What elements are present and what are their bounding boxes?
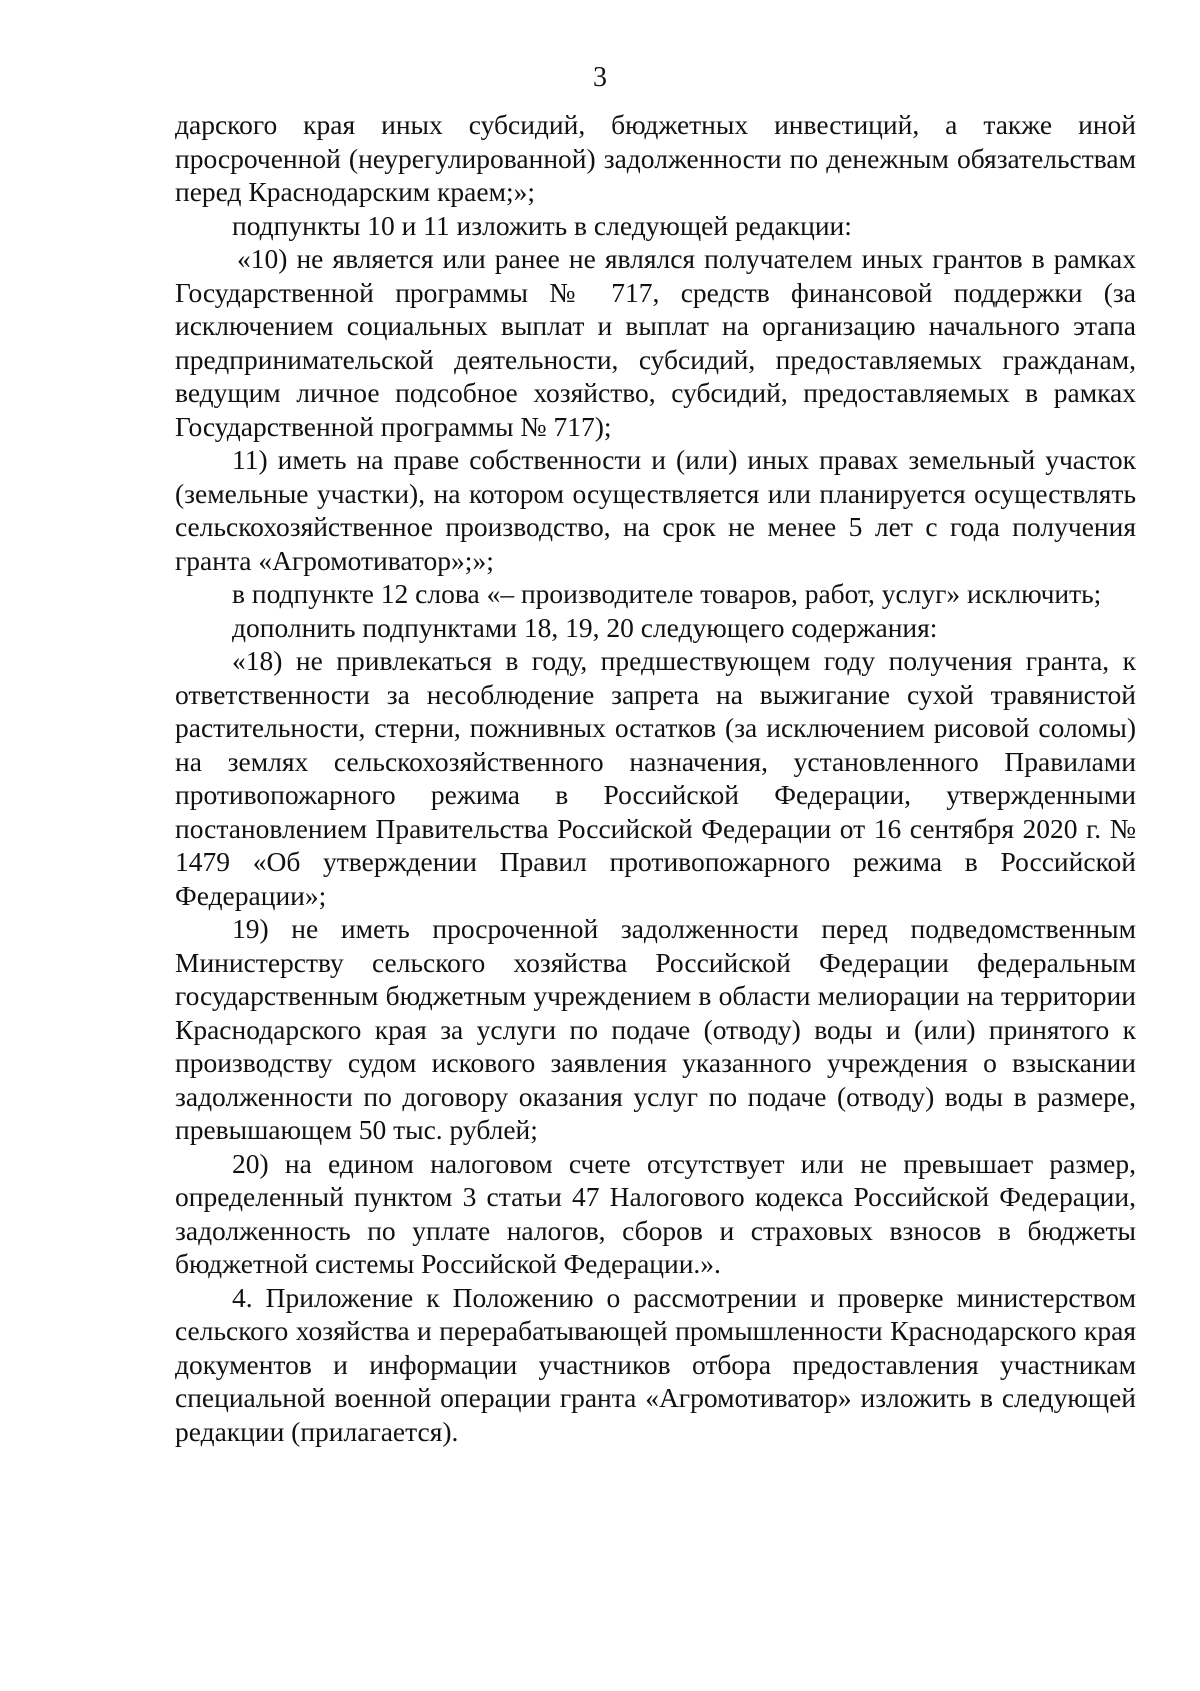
- paragraph-item-4: 4. Приложение к Положению о рассмотрении и проверке министерством сельского хозяйства и перерабатывающей промышленности Краснодарского края документов и информации участников отбора предоставления участникам специальной военной операции гранта «Агромотиватор» изложить в следующей редакции (прилагается).: [175, 1281, 1136, 1447]
- document-body: [175, 108, 1136, 1448]
- paragraph-subitem-18: «18) не привлекаться в году, предшествующем году получения гранта, к ответственности за несоблюдение запрета на выжигание сухой травянистой растительности, стерни, пожнивных остатков (за исключением рисовой соломы) на землях сельскохозяйственного назначения, установленного Правилами противопожарного режима в Российской Федерации, утвержденными постановлением Правительства Российской Федерации от 16 сентября 2020 г. № 1479 «Об утверждении Правил противопожарного режима в Российской Федерации»;: [175, 645, 1136, 911]
- paragraph-subitems-10-11-intro: подпункты 10 и 11 изложить в следующей редакции:: [232, 209, 852, 241]
- paragraph-subitem-20: 20) на едином налоговом счете отсутствует или не превышает размер, определенный пунктом 3 статьи 47 Налогового кодекса Российской Федерации, задолженность по уплате налогов, сборов и страховых взносов в бюджеты бюджетной системы Российской Федерации.».: [175, 1147, 1136, 1279]
- paragraph-continuation: дарского края иных субсидий, бюджетных инвестиций, а также иной просроченной (неурегулированной) задолженности по денежным обязательствам перед Краснодарским краем;»;: [175, 109, 1136, 207]
- paragraph-subitem-10: «10) не является или ранее не являлся получателем иных грантов в рамках Государственной программы № 717, средств финансовой поддержки (за исключением социальных выплат и выплат на организацию начального этапа предпринимательской деятельности, субсидий, предоставляемых гражданам, ведущим личное подсобное хозяйство, субсидий, предоставляемых в рамках Государственной программы № 717);: [175, 243, 1136, 442]
- paragraph-subitem-19: 19) не иметь просроченной задолженности перед подведомственным Министерству сельского хозяйства Российской Федерации федеральным государственным бюджетным учреждением в области мелиорации на территории Краснодарского края за услуги по подаче (отводу) воды и (или) принятого к производству судом искового заявления указанного учреждения о взыскании задолженности по договору оказания услуг по подаче (отводу) воды в размере, превышающем 50 тыс. рублей;: [175, 913, 1136, 1145]
- paragraph-subitem-12: в подпункте 12 слова «– производителе товаров, работ, услуг» исключить;: [232, 578, 1102, 609]
- paragraph-add-subitems-intro: дополнить подпунктами 18, 19, 20 следующего содержания:: [232, 611, 938, 643]
- page-number: 3: [593, 62, 607, 93]
- paragraph-subitem-11: 11) иметь на праве собственности и (или) иных правах земельный участок (земельные участки), на котором осуществляется или планируется осуществлять сельскохозяйственное производство, на срок не менее 5 лет с года получения гранта «Агромотиватор»;»;: [175, 444, 1136, 576]
